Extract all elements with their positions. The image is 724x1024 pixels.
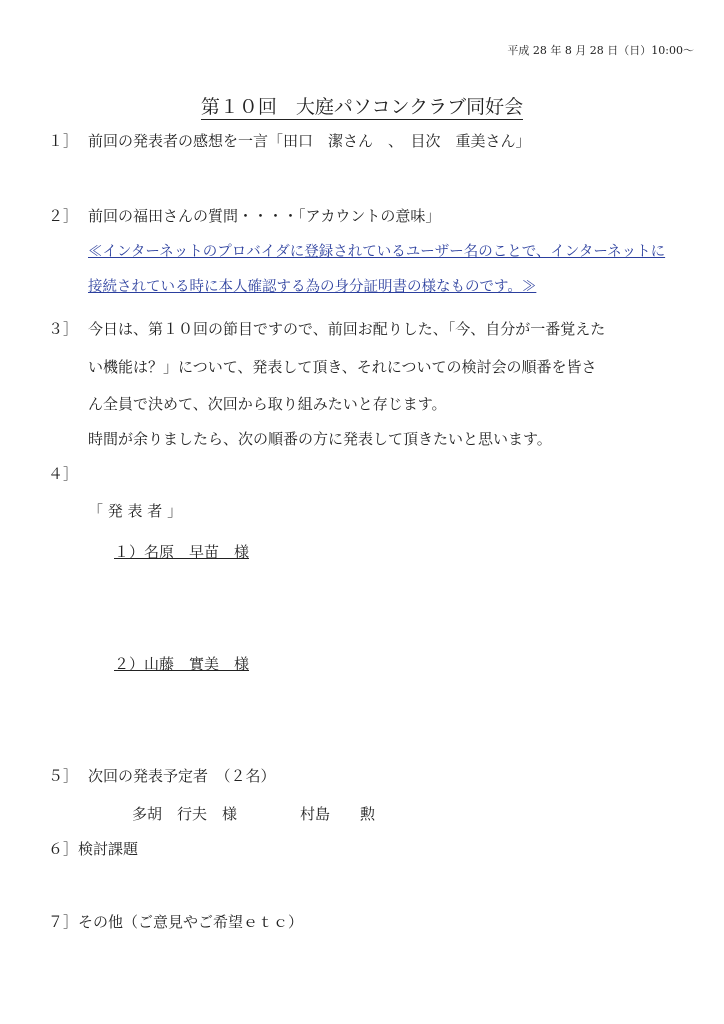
item-2-answer-line-2: 接続されている時に本人確認する為の身分証明書の様なものです。≫ (88, 279, 537, 295)
item-3-number: ３］ (48, 320, 79, 338)
presenters-heading: 「 発 表 者 」 (88, 502, 183, 520)
item-3-line-2: い機能は？」について、発表して頂き、それについての検討会の順番を皆さ (88, 358, 597, 376)
item-1-text: 前回の発表者の感想を一言「田口 潔さん 、 目次 重美さん」 (88, 132, 531, 150)
item-2-number: ２］ (48, 207, 79, 225)
item-2-text: 前回の福田さんの質問・・・・「アカウントの意味」 (88, 207, 441, 225)
item-7-number: ７］ (48, 913, 79, 931)
item-3-line-4: 時間が余りましたら、次の順番の方に発表して頂きたいと思います。 (88, 430, 552, 448)
next-presenter-1: 多胡 行夫 様 (132, 805, 238, 823)
next-presenter-2: 村島 勲 (300, 805, 376, 823)
item-6-text: 検討課題 (78, 840, 139, 858)
item-4-number: ４］ (48, 465, 79, 483)
item-1-number: １］ (48, 132, 79, 150)
page-title-text: 第１０回 大庭パソコンクラブ同好会 (200, 96, 524, 118)
item-3-line-3: ん全員で決めて、次回から取り組みたいと存じます。 (88, 395, 447, 413)
item-6-number: ６］ (48, 840, 79, 858)
item-5-text: 次回の発表予定者 （２名） (88, 767, 276, 785)
item-3-line-1: 今日は、第１０回の節目ですので、前回お配りした、「今、自分が一番覚えた (88, 320, 606, 338)
item-5-number: ５］ (48, 767, 79, 785)
presenter-1: １）名原 早苗 様 (114, 543, 250, 561)
meeting-date: 平成 28 年 8 月 28 日（日）10:00～ (507, 44, 694, 57)
page-title (0, 92, 724, 119)
item-2-answer-line-1: ≪インターネットのプロバイダに登録されているユーザー名のことで、インターネットに (88, 244, 666, 260)
item-7-text: その他（ご意見やご希望ｅｔｃ） (78, 913, 304, 931)
presenter-2: ２）山藤 實美 様 (114, 655, 250, 673)
